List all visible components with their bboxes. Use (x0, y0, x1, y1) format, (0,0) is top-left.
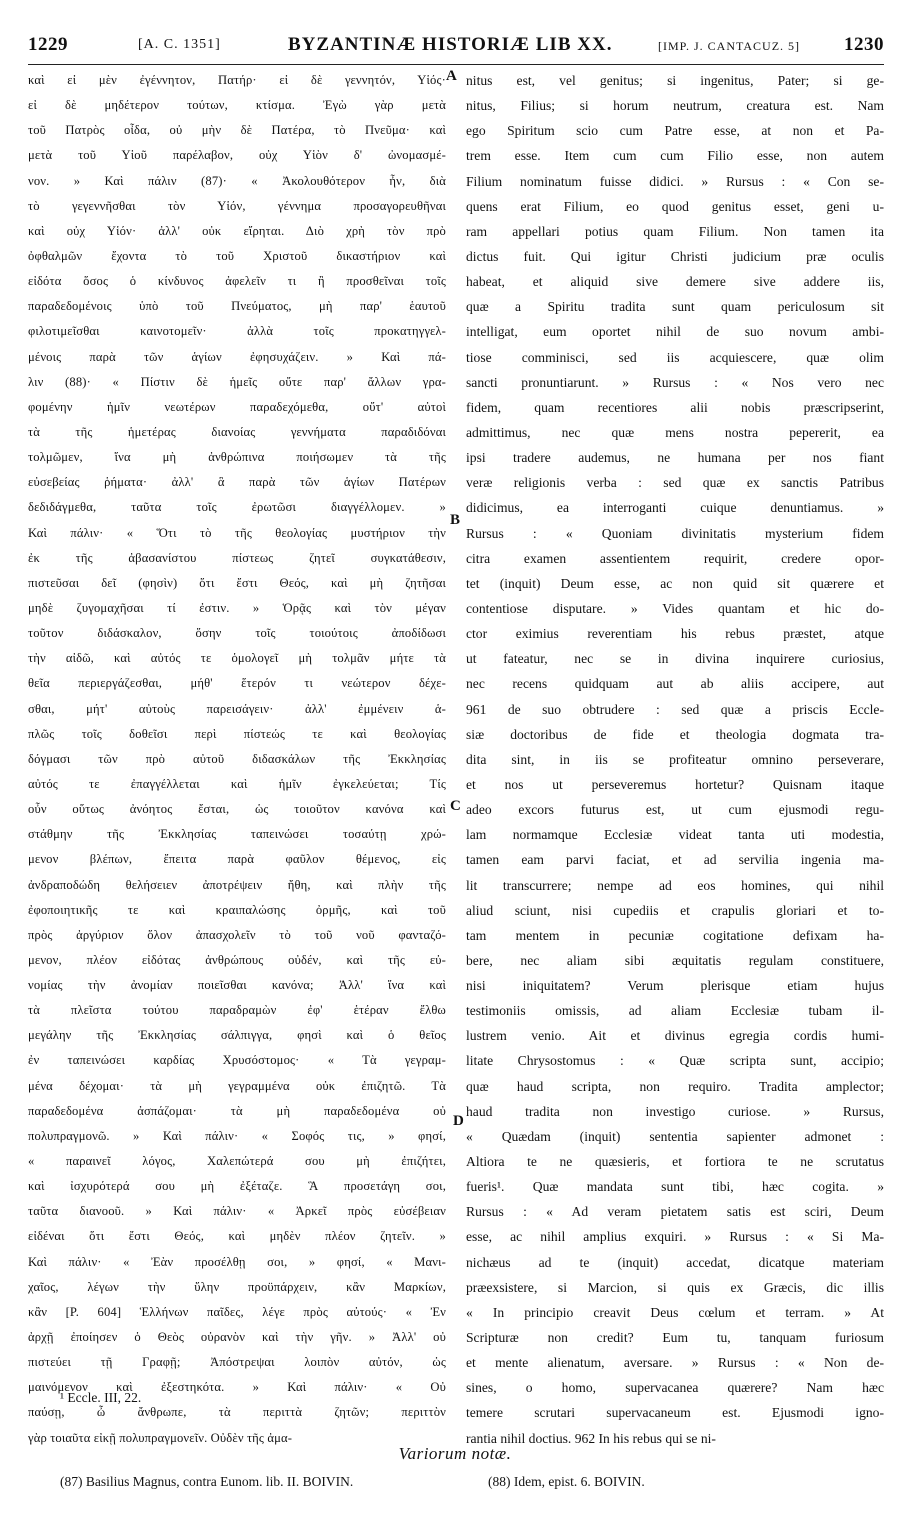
greek-text-line: σθαι, μήτ' αὐτοὺς παρεισάγειν· ἀλλ' ἐμμένειν ἁ- (28, 701, 446, 716)
latin-text-line: quæ haud scripta, non requiro. Tradita amplector; (466, 1078, 884, 1094)
latin-text-line: temere scrutari supervacaneum est. Ejusmodi igno- (466, 1405, 884, 1421)
latin-text-line: esse, ac nihil amplius exquiri. » Rursus : « Si Ma- (466, 1229, 884, 1245)
greek-text-line: χαῖος, λέγων τὴν ὕλην προϋπάρχειν, κἂν Μαρκίων, (28, 1279, 446, 1294)
latin-text-line: dictus fuit. Qui igitur Christi judicium præ oculis (466, 248, 884, 264)
greek-text-line: νον. » Καὶ πάλιν (87)· « Ἀκολουθότερον ἦν, διὰ (28, 173, 446, 188)
greek-text-line: ταῦτα διανοοῦ. » Καὶ πάλιν· « Ἀρκεῖ πρὸς εὐσέβειαν (28, 1204, 446, 1219)
running-header (28, 30, 884, 65)
latin-text-line: quæ a Spiritu tradita sunt quam periculosum sit (466, 299, 884, 315)
greek-text-line: μηδὲ ζυγομαχῆσαι τί ἐστιν. » Ὁρᾷς καὶ τὸν μέγαν (28, 600, 446, 615)
greek-text-line: τοῦτον διδάσκαλον, ὅσην τοῖς τοιούτοις ἀποδίδωσι (28, 626, 446, 641)
latin-text-line: tam mentem in pecuniæ cogitatione defixam ha- (466, 927, 884, 943)
greek-text-line: τολμῶμεν, ἵνα μὴ ἀνθρώπινα ποιήσωμεν τὰ τῆς (28, 450, 446, 465)
greek-text-line: ἐφοποιητικῆς τε καὶ κραιπαλώσης ὀρμῆς, καὶ τοῦ (28, 902, 446, 917)
greek-text-line: πρὸς ἀργύριον ὅλον ἀπασχολεῖν τὸ τοῦ νοῦ φανταζό- (28, 927, 446, 942)
latin-text-line: tiose comminisci, sed iis acquiescere, quæ olim (466, 349, 884, 365)
greek-text-line: τὴν αἰδῶ, καὶ αὐτός τε ὁμολογεῖ μὴ τολμᾶν μήτε τὰ (28, 651, 446, 666)
latin-text-line: nitus, Filius; si horum neutrum, creatura est. Nam (466, 98, 884, 114)
latin-text-line: adeo excors futurus est, ut cum ejusmodi regu- (466, 802, 884, 818)
latin-text-line: siæ doctoribus de fide et theologia dogmata tra- (466, 726, 884, 742)
greek-text-line: ἀνδραποδώδη θελήσειεν ἀποτρέψειν ἤθη, καὶ πλὴν τῆς (28, 877, 446, 892)
notes-title: Variorum notæ. (398, 1444, 512, 1463)
greek-text-line: ὀφθαλμῶν ἔχοντα τὸ τοῦ Χριστοῦ δικαστήριον καὶ (28, 248, 446, 263)
latin-text-line: habeat, et aliquid sive demere sive addere iis, (466, 274, 884, 290)
header-title: BYZANTINÆ HISTORIÆ LIB XX. (288, 34, 613, 55)
latin-text-line: Scripturæ non credit? Eum tu, tanquam furiosum (466, 1330, 884, 1346)
latin-text-line: aliud sciunt, nisi cupediis et crapulis gloriari et to- (466, 902, 884, 918)
latin-text-line: nec recens quidquam aut ab aliis accipere, aut (466, 676, 884, 692)
greek-text-line: οὖν οὕτως ἀνόητος ἔσται, ὡς τοιοῦτον κανόνα καὶ (28, 802, 446, 817)
greek-text-line: τὰ τῆς ἡμετέρας διανοίας γεννήματα παραδιδόναι (28, 424, 446, 439)
greek-text-line: μαινόμενον καὶ ἐξεστηκότα. » Καὶ πάλιν· « Οὐ (28, 1380, 446, 1395)
margin-marker-b: B (450, 512, 461, 528)
latin-text-line: « In principio creavit Deus cœlum et terram. » At (466, 1304, 884, 1320)
latin-text-line: sancti pronuntiarunt. » Rursus : « Nos vero nec (466, 374, 884, 390)
latin-text-line: et nos ut perseveremus hortetur? Quisnam itaque (466, 776, 884, 792)
greek-text-line: θεῖα περιεργάζεσθαι, μήθ' ἕτερόν τι νεώτερον δέχε- (28, 676, 446, 691)
greek-text-line: καὶ οὐχ Υἱόν· ἀλλ' οὐκ εἴρηται. Διὸ χρὴ τὸν πρὸ (28, 223, 446, 238)
greek-text-line: μενον, πλέον εἰδότας ἀνθρώπους οὐδέν, καὶ τῆς εὐ- (28, 952, 446, 967)
latin-text-line: quens erat Filium, eo quod genitus esset, geni u- (466, 198, 884, 214)
margin-marker-c: C (450, 798, 461, 814)
latin-text-line: trem esse. Item cum cum Filio esse, non autem (466, 148, 884, 164)
greek-text-line: μένα δέχομαι· τὰ μὴ γεγραμμένα οὐκ ἐπιζητῶ. Τὰ (28, 1078, 446, 1093)
latin-text-line: fueris¹. Quæ mandata sunt tibi, hæc cogita. » (466, 1179, 884, 1195)
latin-text-line: lit transcurrere; nempe ad eos homines, qui nihil (466, 877, 884, 893)
greek-text-line: γὰρ τοιαῦτα εἰκῇ πολυπραγμονεῖν. Οὐδὲν τῆς ἀμα- (28, 1430, 293, 1445)
greek-text-line: παραδεδομένα ἀσπάζομαι· τὰ μὴ παραδεδομένα οὐ (28, 1103, 446, 1118)
latin-text-line: sines, o homo, supervacanea quærere? Nam hæc (466, 1380, 884, 1396)
latin-text-line: nitus est, vel genitus; si ingenitus, Pater; si ge- (466, 73, 884, 88)
latin-text-line: intelligat, eum oportet nihil de suo novum ambi- (466, 324, 884, 340)
latin-text-line: Filium nominatum fuisse didici. » Rursus : « Con se- (466, 173, 884, 189)
greek-text-line: μένοις παρὰ τῶν ἁγίων ἐφησυχάζειν. » Καὶ πά- (28, 349, 446, 364)
latin-text-line: admittimus, nec quæ mens nostra pepererit, ea (466, 424, 884, 440)
greek-text-line: παύσῃ, ὦ ἄνθρωπε, τὰ περιττὰ ζητῶν; περιττὸν (28, 1405, 446, 1420)
page-number-left: 1229 (28, 34, 68, 55)
latin-text-line: ego Spiritum scio cum Patre esse, at non et Pa- (466, 123, 884, 139)
greek-text-line: παραδεδομένοις ὑπὸ τοῦ Πνεύματος, μὴ παρ' ἑαυτοῦ (28, 299, 446, 314)
latin-text-line: didicimus, ea interroganti cuique denuntiamus. » (466, 500, 884, 516)
greek-text-line: ἀρχῇ ἐποίησεν ὁ Θεὸς οὐρανὸν καὶ τὴν γῆν. » Ἀλλ' οὐ (28, 1330, 446, 1345)
greek-text-line: καὶ ἰσχυρότερά σου μὴ ἐξέταζε. Ἃ προσετάγη σοι, (28, 1179, 446, 1194)
latin-text-line: 961 de suo obtrudere : sed quæ a priscis Eccle- (466, 701, 884, 717)
latin-text-line: nisi iniquitatem? Verum plerisque etiam hujus (466, 978, 884, 994)
greek-text-line: εἰδότα ὅσος ὁ κίνδυνος ἀφελεῖν τι ἢ προσθεῖναι τοῖς (28, 274, 446, 289)
latin-text-line: veræ religionis verba : sed quæ ex sanctis Patribus (466, 475, 884, 491)
latin-text-line: contentiose disputare. » Vides quantam et hic do- (466, 600, 884, 616)
greek-text-line: καὶ εἰ μὲν ἐγέννητον, Πατήρ· εἰ δὲ γεννητόν, Υἱός· (28, 73, 446, 87)
greek-text-line: « παραινεῖ λόγος, Χαλεπώτερά σου μὴ ἐπιζήτει, (28, 1154, 446, 1169)
greek-text-line: τὰ πλεῖστα τούτου παραδραμὼν ἐφ' ἑτέραν ἔλθω (28, 1003, 446, 1018)
header-date: [A. C. 1351] (138, 37, 221, 52)
greek-text-line: ἐκ τῆς ἀβασανίστου πίστεως ζητεῖ συγκατάθεσιν, (28, 550, 446, 565)
latin-text-line: lam normamque Ecclesiæ videat tanta uti modestia, (466, 827, 884, 843)
latin-text-line: bere, nec aliam sibi æquitatis regulam constituere, (466, 952, 884, 968)
greek-text-line: εἰ δὲ μηδέτερον τούτων, κτίσμα. Ἐγὼ γὰρ μετὰ (28, 98, 446, 113)
greek-text-line: μετὰ τοῦ Υἱοῦ παρέλαβον, οὐχ Υἱὸν δ' ὠνομασμέ- (28, 148, 446, 163)
note-item: (88) Idem, epist. 6. BOIVIN. (488, 1474, 645, 1489)
latin-text-line: dita sint, in iis se profiteatur omnino perseverare, (466, 751, 884, 767)
greek-text-line: πιστεῦσαι δεῖ (φησὶν) ὅτι ἔστι Θεός, καὶ μὴ ζητῆσαι (28, 575, 446, 590)
greek-text-line: μενον βλέπων, ἔπειτα παρὰ φαῦλον θέμενος, εἰς (28, 852, 446, 867)
latin-text-line: ut fateatur, nec se in divina inquirere curiosius, (466, 651, 884, 667)
latin-text-column (466, 68, 884, 1451)
greek-text-line: τὸ γεγεννῆσθαι τὸν Υἱόν, γέννημα προσαγορευθῆναι (28, 198, 446, 213)
latin-text-line: tet (inquit) Deum esse, ac non quid sit quærere et (466, 575, 884, 591)
greek-text-line: στάθμην τῆς Ἐκκλησίας ταπεινώσει τοσαύτῃ χρώ- (28, 827, 446, 842)
greek-text-line: πλῶς τοῖς δοθεῖσι περὶ πίστεώς τε καὶ θεολογίας (28, 726, 446, 741)
latin-text-line: citra examen assentientem requirit, credere opor- (466, 550, 884, 566)
margin-marker-d: D (453, 1113, 464, 1129)
latin-text-line: nichæus ad te (inquit) accedat, dicatque materiam (466, 1254, 884, 1270)
latin-text-line: ctor eximius reverentiam his rebus præstet, atque (466, 626, 884, 642)
latin-text-line: præexsistere, si Marcion, si quis ex Græcis, dic illis (466, 1279, 884, 1295)
greek-text-line: φιλοτιμεῖσθαι καινοτομεῖν· ἀλλὰ τοῖς προκατηγγελ- (28, 324, 446, 339)
latin-text-line: et mente alienatum, aversare. » Rursus : « Non de- (466, 1355, 884, 1371)
latin-text-line: Rursus : « Ad veram pietatem satis est sciri, Deum (466, 1204, 884, 1220)
greek-text-line: νομίας τὴν ἀνομίαν ποιεῖσθαι κανόνα; Ἀλλ' ἵνα καὶ (28, 978, 446, 993)
greek-text-line: δεδιδάγμεθα, ταῦτα τοῖς ἐρωτῶσι διαγγέλλομεν. » (28, 500, 446, 515)
greek-text-line: αὐτός τε ἐπαγγέλλεται καὶ ἡμῖν ἐγκελεύεται; Τίς (28, 776, 446, 791)
latin-text-line: lustrem venio. Ait et divinus egregia cordis humi- (466, 1028, 884, 1044)
page-number-right: 1230 (844, 34, 884, 55)
latin-text-line: Rursus : « Quoniam divinitatis mysterium fidem (466, 525, 884, 541)
greek-text-line: Καὶ πάλιν· « Ὅτι τὸ τῆς θεολογίας μυστήριον τὴν (28, 525, 446, 540)
margin-marker-a: A (446, 68, 457, 84)
greek-text-line: εὐσεβείας ῥήματα· ἀλλ' ἃ παρὰ τῶν ἁγίων Πατέρων (28, 475, 446, 490)
greek-text-line: Καὶ πάλιν· « Ἐὰν προσέλθῃ σοι, » φησί, « Μανι- (28, 1254, 446, 1269)
greek-text-line: λιν (88)· « Πίστιν δὲ ἡμεῖς οὔτε παρ' ἄλλων γρα- (28, 374, 446, 389)
latin-text-line: « Quædam (inquit) sententia sapienter admonet : (466, 1128, 884, 1144)
latin-text-line: testimoniis omissis, ad aliam Ecclesiæ tubam il- (466, 1003, 884, 1019)
latin-text-line: fidem, quam recentiores alii nobis præscripserint, (466, 399, 884, 415)
greek-text-line: πιστεύει τῇ Γραφῇ; Ἀπόστρεψαι λοιπὸν αὐτόν, ὡς (28, 1355, 446, 1370)
greek-text-column (28, 68, 446, 1451)
latin-text-line: Altiora te ne quæsieris, et fortiora te ne scrutatus (466, 1154, 884, 1170)
latin-text-line: ram appellari potius quam Filium. Non tamen ita (466, 223, 884, 239)
note-item: (87) Basilius Magnus, contra Eunom. lib. II. BOIVIN. (60, 1474, 354, 1489)
greek-text-line: κἂν [P. 604] Ἑλλήνων παῖδες, λέγε πρὸς αὐτούς· « Ἐν (28, 1304, 446, 1319)
greek-text-line: δόγμασι τῶν πρὸ αὐτοῦ διδασκάλων τῆς Ἐκκλησίας (28, 751, 446, 766)
greek-text-line: εἰδέναι ὅτι ἔστι Θεός, καὶ μηδὲν πλέον ζητεῖν. » (28, 1229, 446, 1244)
greek-text-line: μεγάλην τῆς Ἐκκλησίας σάλπιγγα, φησὶ καὶ ὁ θεῖος (28, 1028, 446, 1043)
greek-text-line: πολυπραγμονῶ. » Καὶ πάλιν· « Σοφός τις, » φησί, (28, 1128, 446, 1143)
latin-text-line: ipsi tradere audemus, ne humana per nos fiant (466, 450, 884, 466)
greek-text-line: τοῦ Πατρὸς οἶδα, οὐ μὴν δὲ Πατέρα, τὸ Πνεῦμα· καὶ (28, 123, 446, 138)
latin-text-line: haud tradita non investigo curiose. » Rursus, (466, 1103, 884, 1119)
greek-text-line: φομένην ἡμῖν νεωτέρων παραδεχόμεθα, οὔτ' αὐτοὶ (28, 399, 446, 414)
header-reference: [IMP. J. CANTACUZ. 5] (658, 39, 801, 53)
latin-text-line: tamen eam parvi faciat, et ad servilia ingenia ma- (466, 852, 884, 868)
latin-text-line: litate Chrysostomus : « Quæ scripta sunt, accipio; (466, 1053, 884, 1069)
greek-text-line: ἐν ταπεινώσει καρδίας Χρυσόστομος· « Τὰ γεγραμ- (28, 1053, 446, 1068)
latin-text-line: rantia nihil doctius. 962 In his rebus qui se ni- (466, 1430, 716, 1446)
footnote: ¹ Eccle. III, 22. (60, 1390, 142, 1405)
